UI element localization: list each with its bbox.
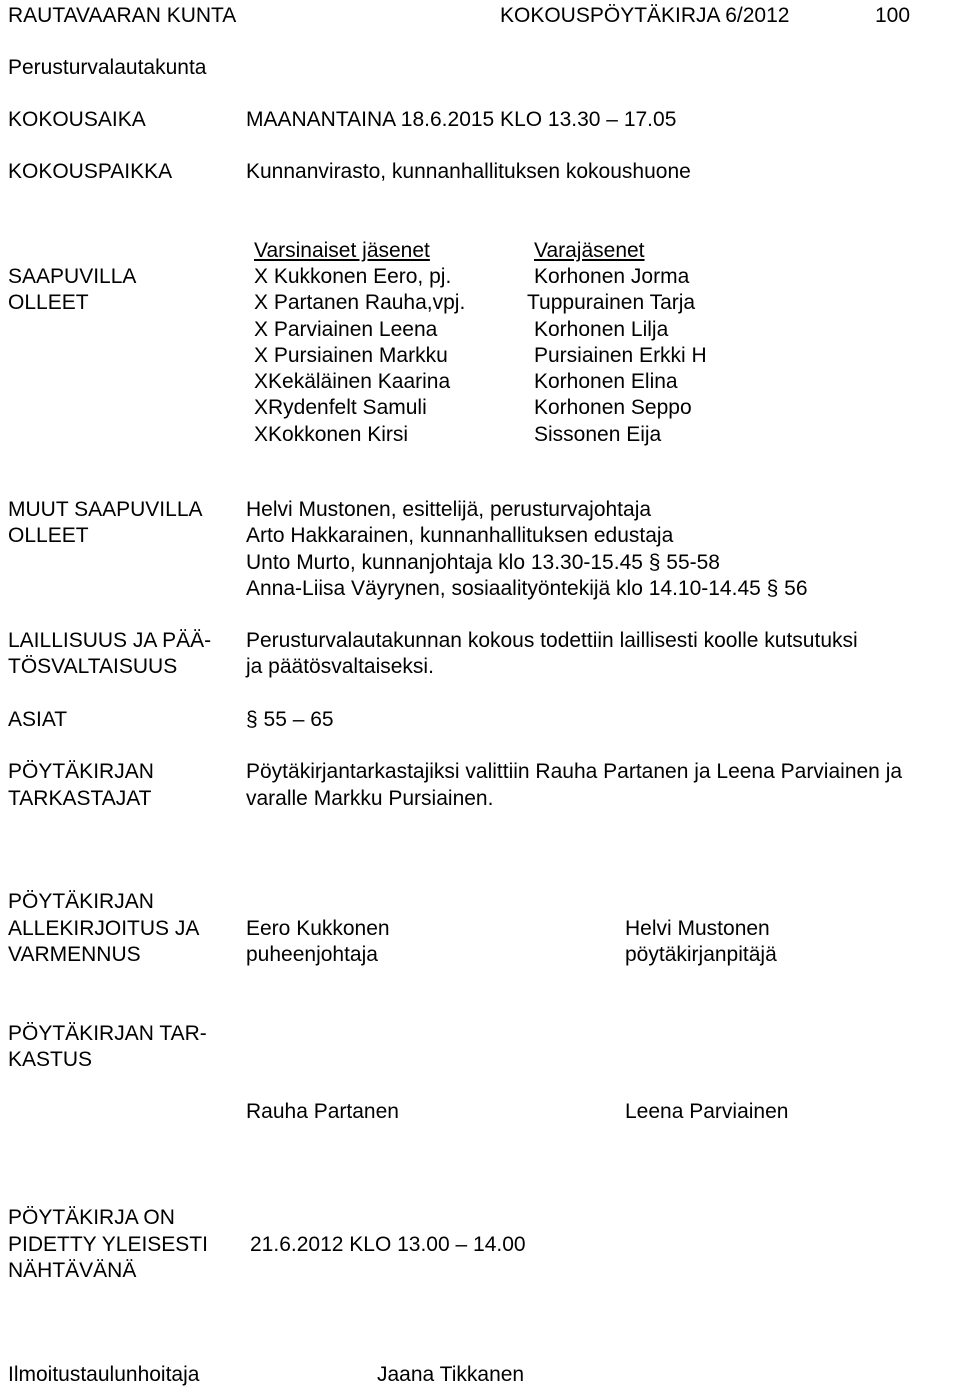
meeting-place-value: Kunnanvirasto, kunnanhallituksen kokoushuone [246,160,691,183]
public-display-value: 21.6.2012 KLO 13.00 – 14.00 [250,1233,526,1256]
review-label-line2: KASTUS [8,1048,93,1071]
reviewers-text-line2: varalle Markku Pursiainen. [246,787,494,810]
page-number: 100 [875,4,911,27]
notice-board-keeper-name: Jaana Tikkanen [377,1363,525,1386]
signatures-label-line1: PÖYTÄKIRJAN [8,890,154,913]
chair-name: Eero Kukkonen [246,917,390,940]
member-item: X Kukkonen Eero, pj. [254,265,452,288]
attendees-label-line1: SAAPUVILLA [8,265,137,288]
attendees-label-line2: OLLEET [8,291,89,314]
member-item: X Parviainen Leena [254,318,438,341]
committee-name: Perusturvalautakunta [8,56,207,79]
deputy-item: Korhonen Lilja [534,318,669,341]
deputy-item: Korhonen Elina [534,370,678,393]
reviewers-text-line1: Pöytäkirjantarkastajiksi valittiin Rauha Partanen ja Leena Parviainen ja [246,760,903,783]
deputy-item: Pursiainen Erkki H [534,344,707,367]
signatures-label-line3: VARMENNUS [8,943,141,966]
member-item: XRydenfelt Samuli [254,396,427,419]
deputies-header: Varajäsenet [534,239,645,262]
other-attendee-line: Anna-Liisa Väyrynen, sosiaalityöntekijä klo 14.10-14.45 § 56 [246,577,808,600]
notice-board-keeper-label: Ilmoitustaulunhoitaja [8,1363,200,1386]
others-label-line2: OLLEET [8,524,89,547]
secretary-name: Helvi Mustonen [625,917,770,940]
member-item: XKokkonen Kirsi [254,423,409,446]
public-display-label-line1: PÖYTÄKIRJA ON [8,1206,175,1229]
chair-title: puheenjohtaja [246,943,378,966]
members-header: Varsinaiset jäsenet [254,239,430,262]
meeting-time-value: MAANANTAINA 18.6.2015 KLO 13.30 – 17.05 [246,108,677,131]
legality-label-line1: LAILLISUUS JA PÄÄ- [8,629,212,652]
deputy-item: Sissonen Eija [534,423,662,446]
other-attendee-line: Arto Hakkarainen, kunnanhallituksen edustaja [246,524,674,547]
secretary-title: pöytäkirjanpitäjä [625,943,777,966]
member-item: XKekäläinen Kaarina [254,370,451,393]
document-title: KOKOUSPÖYTÄKIRJA 6/2012 [500,4,790,27]
municipality-name: RAUTAVAARAN KUNTA [8,4,237,27]
items-label: ASIAT [8,708,68,731]
other-attendee-line: Helvi Mustonen, esittelijä, perusturvajohtaja [246,498,652,521]
signatures-label-line2: ALLEKIRJOITUS JA [8,917,200,940]
public-display-label-line2: PIDETTY YLEISESTI [8,1233,208,1256]
member-item: X Partanen Rauha,vpj. [254,291,466,314]
meeting-time-label: KOKOUSAIKA [8,108,146,131]
others-label-line1: MUUT SAAPUVILLA [8,498,203,521]
items-value: § 55 – 65 [246,708,334,731]
other-attendee-line: Unto Murto, kunnanjohtaja klo 13.30-15.45 § 55-58 [246,551,720,574]
review-label-line1: PÖYTÄKIRJAN TAR- [8,1022,207,1045]
legality-label-line2: TÖSVALTAISUUS [8,655,178,678]
reviewer-name: Rauha Partanen [246,1100,399,1123]
member-item: X Pursiainen Markku [254,344,448,367]
public-display-label-line3: NÄHTÄVÄNÄ [8,1259,137,1282]
legality-text-line1: Perusturvalautakunnan kokous todettiin laillisesti koolle kutsutuksi [246,629,858,652]
reviewers-label-line2: TARKASTAJAT [8,787,152,810]
reviewer-name: Leena Parviainen [625,1100,789,1123]
reviewers-label-line1: PÖYTÄKIRJAN [8,760,154,783]
deputy-item: Korhonen Seppo [534,396,692,419]
deputy-item: Korhonen Jorma [534,265,690,288]
meeting-place-label: KOKOUSPAIKKA [8,160,173,183]
legality-text-line2: ja päätösvaltaiseksi. [246,655,434,678]
deputy-item: Tuppurainen Tarja [527,291,696,314]
